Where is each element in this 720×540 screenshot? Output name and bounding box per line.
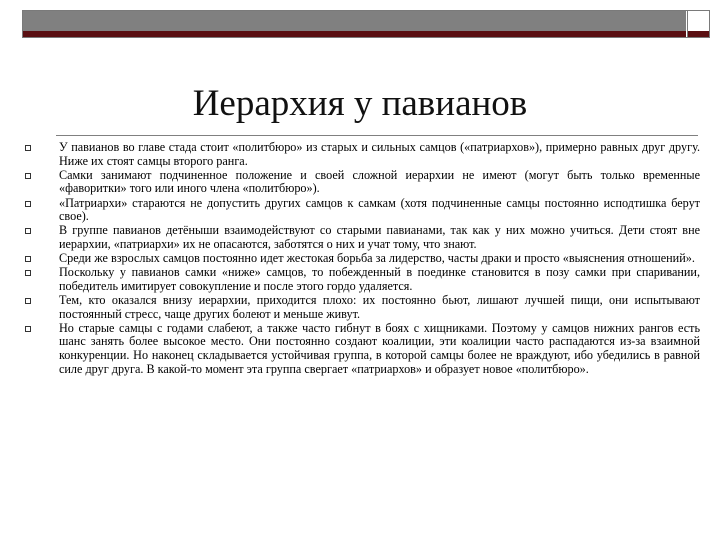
bullet-text: Среди же взрослых самцов постоянно идет жестокая борьба за лидерство, часты драки и просто «выяснения отношений». xyxy=(59,251,695,266)
hollow-square-bullet-icon xyxy=(25,228,31,234)
hollow-square-bullet-icon xyxy=(25,256,31,262)
bullet-text: В группе павианов детёныши взаимодействуют со старыми павианами, так как у них можно учиться. Дети стоят вне иерархии, «патриархи» их не опасаются, заботятся о них и учат тому, что знают. xyxy=(59,223,700,251)
header-decoration-bar xyxy=(22,10,710,38)
hollow-square-bullet-icon xyxy=(25,270,31,276)
slide-title: Иерархия у павианов xyxy=(192,83,528,124)
bullet-text: Но старые самцы с годами слабеют, а также часто гибнут в боях с хищниками. Поэтому у самцов нижних рангов есть шанс занять более высокое место. Они постоянно создают коалиции, эти коалиции часто распадаются из-за взаимной конкуренции. Но наконец складывается устойчивая группа, в которой самцы более не враждуют, ибо убедились в равной силе друг друга. В какой-то момент эта группа свергает «патриархов» и образует новое «политбюро». xyxy=(59,320,700,376)
bullet-item xyxy=(24,197,700,224)
bullet-text: Поскольку у павианов самки «ниже» самцов, то побежденный в поединке становится в позу самки при спаривании, победитель имитирует совокупление и после этого гордо удаляется. xyxy=(59,265,700,293)
bullet-item xyxy=(24,252,700,266)
hollow-square-bullet-icon xyxy=(25,145,31,151)
header-corner-accent xyxy=(688,31,709,37)
bullet-item xyxy=(24,169,700,196)
bullet-text: «Патриархи» стараются не допустить других самцов к самкам (хотя подчиненные самцы постоянно исподтишка берут свое). xyxy=(59,195,700,224)
bullet-text: У павианов во главе стада стоит «политбюро» из старых и сильных самцов («патриархов»), примерно равных друг другу. Ниже их стоят самцы второго ранга. xyxy=(59,140,700,168)
bullet-text: Тем, кто оказался внизу иерархии, приходится плохо: их постоянно бьют, лишают лучшей пищи, они испытывают постоянный стресс, чаще других болеют и меньше живут. xyxy=(59,293,700,321)
bullet-item xyxy=(24,266,700,293)
title-divider xyxy=(56,135,698,136)
bullet-item xyxy=(24,322,700,376)
bullet-text: Самки занимают подчиненное положение и своей сложной иерархии не имеют (могут быть только временные «фаворитки» того или иного члена «политбюро»). xyxy=(59,167,700,196)
header-accent-strip xyxy=(23,31,686,37)
bullet-item xyxy=(24,141,700,168)
hollow-square-bullet-icon xyxy=(25,298,31,304)
bullet-item xyxy=(24,224,700,251)
hollow-square-bullet-icon xyxy=(25,201,31,207)
hollow-square-bullet-icon xyxy=(25,326,31,332)
header-corner-box xyxy=(687,11,709,37)
bullet-list xyxy=(24,141,700,377)
hollow-square-bullet-icon xyxy=(25,173,31,179)
bullet-item xyxy=(24,294,700,321)
